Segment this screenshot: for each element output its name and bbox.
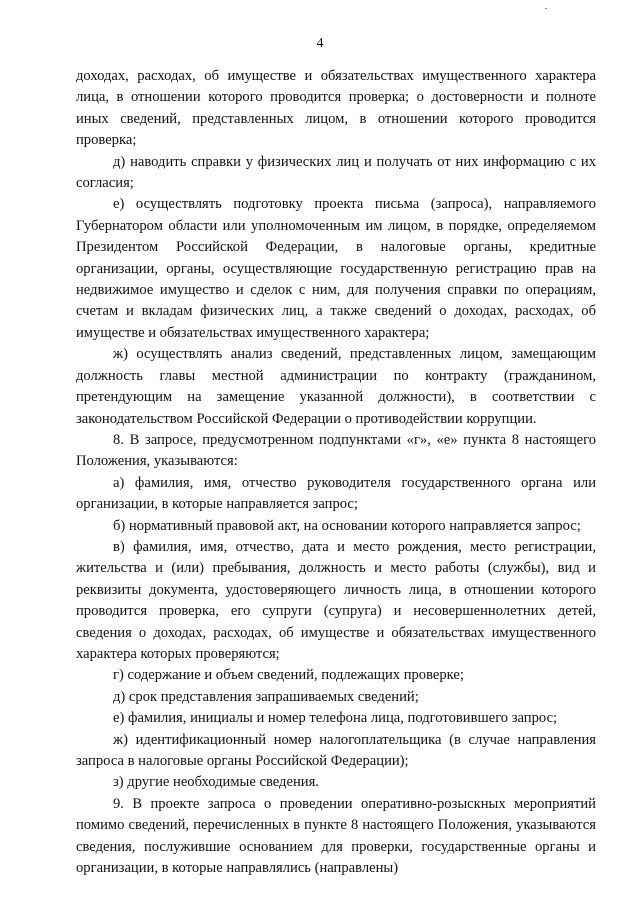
page-number: 4: [316, 36, 324, 51]
paragraph-11: е) фамилия, инициалы и номер телефона лица, подготовившего запрос;: [113, 710, 558, 727]
paragraph-2: д) наводить справки у физических лиц и получать от них информацию с их согласия;: [76, 153, 596, 192]
document-body: [76, 66, 596, 879]
paragraph-6: а) фамилия, имя, отчество руководителя государственного органа или организации, в которые направляется запрос;: [76, 474, 596, 513]
paragraph-5: 8. В запросе, предусмотренном подпунктами «г», «е» пункта 8 настоящего Положения, указываются:: [76, 431, 596, 470]
paragraph-12: ж) идентификационный номер налогоплательщика (в случае направления запроса в налоговые органы Российской Федерации);: [76, 731, 596, 769]
paragraph-4: ж) осуществлять анализ сведений, представленных лицом, замещающим должность главы местной администрации по контракту (гражданином, претендующим на замещение указанной должности), в соответствии с законодательством Российской Федерации о противодействии коррупции.: [76, 346, 596, 427]
paragraph-13: з) другие необходимые сведения.: [113, 774, 319, 791]
paragraph-1: доходах, расходах, об имуществе и обязательствах имущественного характера лица, в отношении которого проводится проверка; о достоверности и полноте иных сведений, представленных лицом, в отношении которого проводится проверка;: [76, 68, 596, 149]
paragraph-7: б) нормативный правовой акт, на основании которого направляется запрос;: [113, 517, 581, 534]
paragraph-10: д) срок представления запрашиваемых сведений;: [113, 688, 419, 705]
paragraph-3: е) осуществлять подготовку проекта письма (запроса), направляемого Губернатором области или уполномоченным им лицом, в порядке, определяемом Президентом Российской Федерации, в налоговые органы, кредитные организации, органы, осуществляющие государственную регистрацию прав на недвижимое имущество и сделок с ним, для получения справки по операциям, счетам и вкладам физических лиц, а также сведений о доходах, расходах, об имуществе и обязательствах имущественного характера;: [76, 196, 596, 341]
paragraph-8: в) фамилия, имя, отчество, дата и место рождения, место регистрации, жительства и (или) пребывания, должность и место работы (службы), вид и реквизиты документа, удостоверяющего личность лица, в отношении которого проводится проверка, его супруги (супруга) и несовершеннолетних детей, сведения о доходах, расходах, об имуществе и обязательствах имущественного характера которых проверяются;: [76, 538, 596, 662]
paragraph-9: г) содержание и объем сведений, подлежащих проверке;: [113, 667, 464, 684]
paragraph-14: 9. В проекте запроса о проведении оперативно-розыскных мероприятий помимо сведений, перечисленных в пункте 8 настоящего Положения, указываются сведения, послужившие основанием для проверки, государственные органы и организации, в которые направлялись (направлены): [76, 795, 596, 877]
scan-speck: [545, 8, 547, 9]
